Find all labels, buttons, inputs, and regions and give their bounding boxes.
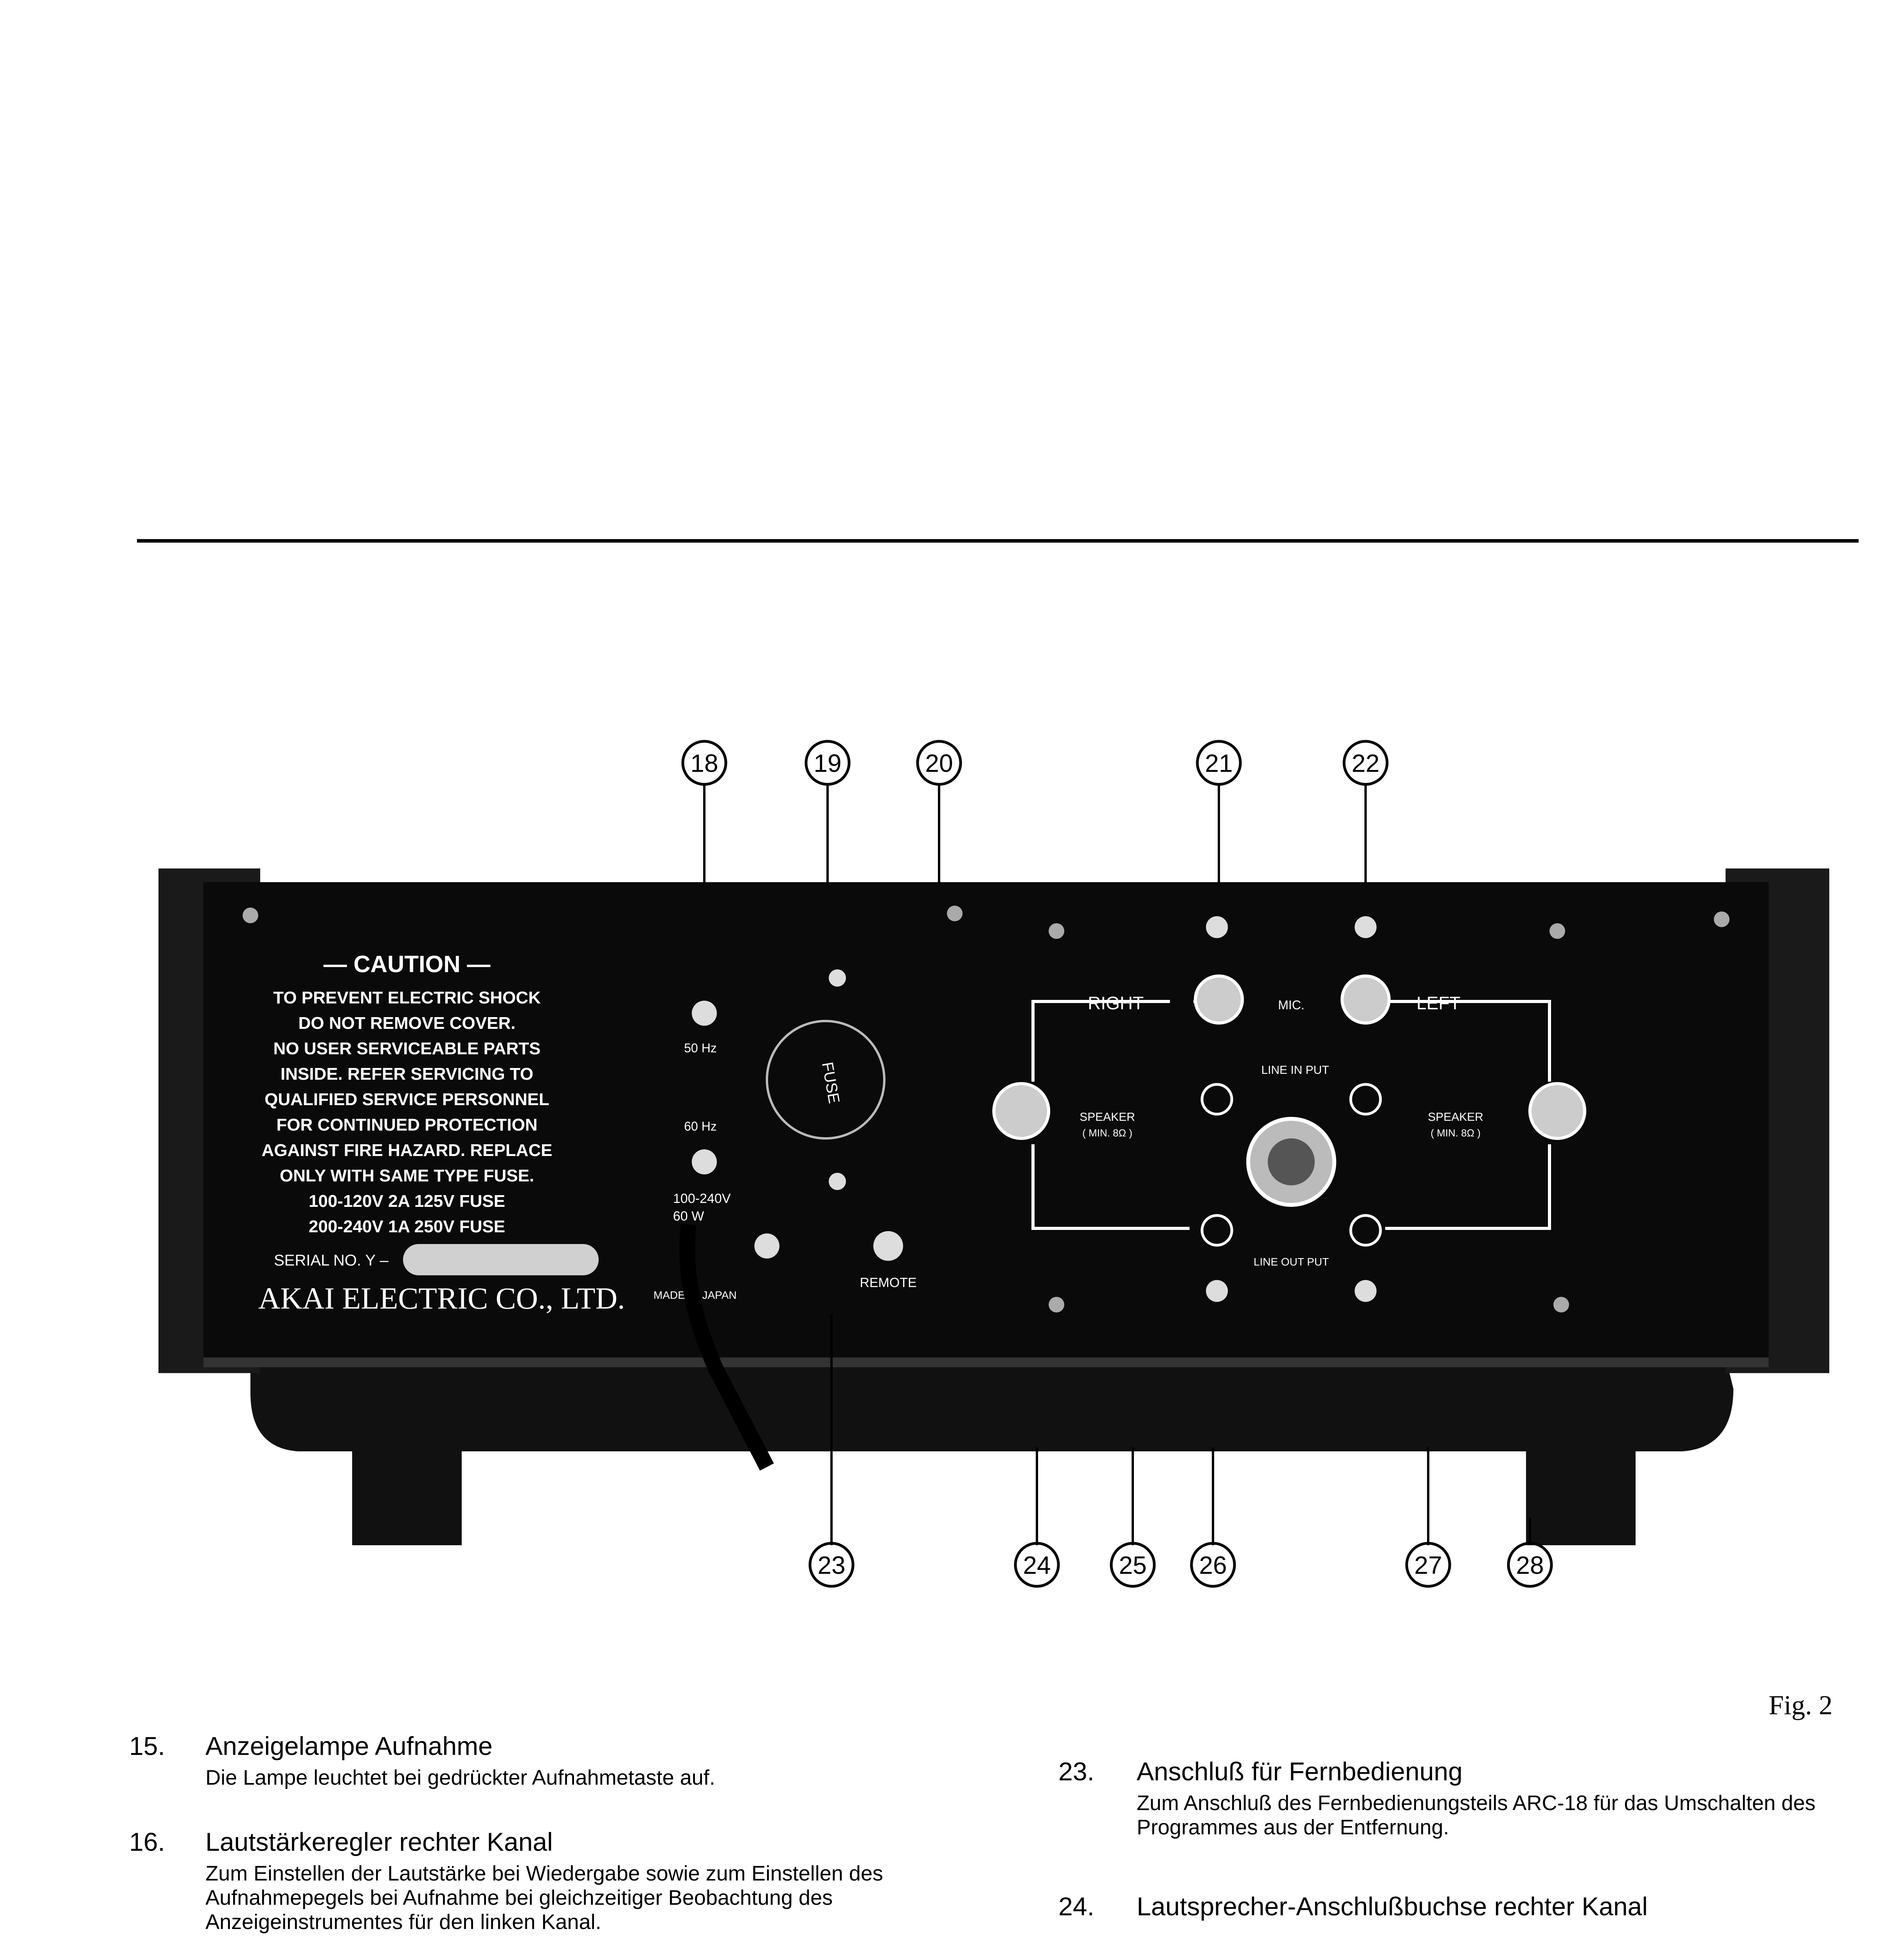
made-in-label: MADE IN JAPAN [653, 1289, 737, 1301]
mic-jack-right [1195, 976, 1242, 1023]
caution-line: INSIDE. REFER SERVICING TO [280, 1064, 534, 1084]
callout-20 [918, 741, 961, 888]
speaker-jack-left [1530, 1084, 1585, 1138]
speaker-left-label: SPEAKER [1428, 1111, 1483, 1124]
callout-24 [1015, 1447, 1058, 1586]
caution-line: 100-120V 2A 125V FUSE [308, 1192, 506, 1211]
callout-19-label: 19 [813, 749, 842, 777]
caution-line: ONLY WITH SAME TYPE FUSE. [279, 1166, 534, 1185]
company-name: AKAI ELECTRIC CO., LTD. [258, 1281, 625, 1315]
callout-26 [1191, 1447, 1235, 1586]
power-label: 60 W [673, 1209, 704, 1224]
caution-line: DO NOT REMOVE COVER. [298, 1014, 516, 1033]
mic-jack-left [1342, 976, 1389, 1023]
caution-line: 200-240V 1A 250V FUSE [308, 1217, 506, 1236]
speaker-right-label: SPEAKER [1080, 1111, 1135, 1124]
callout-18-label: 18 [690, 749, 718, 777]
item-number: 15. [129, 1731, 165, 1760]
speaker-right-ohm: ( MIN. 8Ω ) [1082, 1127, 1132, 1139]
callout-21-label: 21 [1205, 749, 1233, 777]
callout-25 [1111, 1447, 1154, 1586]
label-60hz: 60 Hz [684, 1119, 717, 1133]
line-input-label: LINE IN PUT [1261, 1064, 1329, 1077]
fuse-label: FUSE [818, 1061, 843, 1105]
item-title: Lautsprecher-Anschlußbuchse rechter Kanal [1137, 1892, 1648, 1921]
figure-caption: Fig. 2 [1769, 1690, 1833, 1720]
line-output-label: LINE OUT PUT [1253, 1256, 1329, 1268]
callout-26-label: 26 [1199, 1551, 1227, 1579]
item-description: Zum Anschluß des Fernbedienungsteils ARC-18 für das Umschalten des Programmes aus der Entfernung. [1137, 1791, 1816, 1839]
callout-18 [683, 741, 726, 884]
caution-title: — CAUTION — [323, 951, 491, 977]
caution-line: TO PREVENT ELECTRIC SHOCK [273, 988, 541, 1007]
callout-23-label: 23 [817, 1551, 846, 1579]
item-description: Die Lampe leuchtet bei gedrückter Aufnahmetaste auf. [205, 1766, 715, 1789]
mic-label: MIC. [1278, 998, 1305, 1012]
caution-line: AGAINST FIRE HAZARD. REPLACE [261, 1141, 552, 1160]
callout-24-label: 24 [1023, 1551, 1051, 1579]
remote-jack-2 [873, 1231, 903, 1261]
callout-22-label: 22 [1352, 749, 1380, 777]
label-50hz: 50 Hz [684, 1041, 717, 1055]
item-number: 24. [1058, 1892, 1094, 1921]
caution-line: QUALIFIED SERVICE PERSONNEL [265, 1090, 549, 1109]
item-title: Lautstärkeregler rechter Kanal [205, 1827, 553, 1856]
callout-27-label: 27 [1414, 1551, 1442, 1579]
remote-jack [754, 1233, 779, 1258]
caution-line: FOR CONTINUED PROTECTION [276, 1115, 538, 1134]
right-label: RIGHT [1088, 993, 1144, 1013]
item-title: Anschluß für Fernbedienung [1137, 1757, 1463, 1786]
callout-25-label: 25 [1119, 1551, 1147, 1579]
left-label: LEFT [1416, 993, 1461, 1013]
remote-label: REMOTE [860, 1275, 917, 1290]
speaker-jack-right [994, 1084, 1049, 1138]
serial-plate [403, 1244, 599, 1275]
serial-label: SERIAL NO. Y – [274, 1252, 389, 1269]
caution-line: NO USER SERVICEABLE PARTS [273, 1039, 541, 1058]
item-description: Zum Einstellen der Lautstärke bei Wiedergabe sowie zum Einstellen des Aufnahmepegels bei Aufnahme bei gleichzeitiger Beobachtung des Anzeigeinstrumentes für den linken Kanal. [205, 1862, 883, 1934]
foot-left [352, 1428, 462, 1545]
voltage-label: 100-240V [673, 1191, 731, 1206]
callout-27 [1407, 1447, 1450, 1586]
item-title: Anzeigelampe Aufnahme [205, 1731, 493, 1760]
callout-20-label: 20 [925, 749, 953, 777]
callout-28-label: 28 [1516, 1551, 1544, 1579]
speaker-left-ohm: ( MIN. 8Ω ) [1431, 1127, 1481, 1139]
item-number: 23. [1058, 1757, 1094, 1786]
foot-right [1526, 1428, 1636, 1545]
item-number: 16. [129, 1827, 165, 1856]
